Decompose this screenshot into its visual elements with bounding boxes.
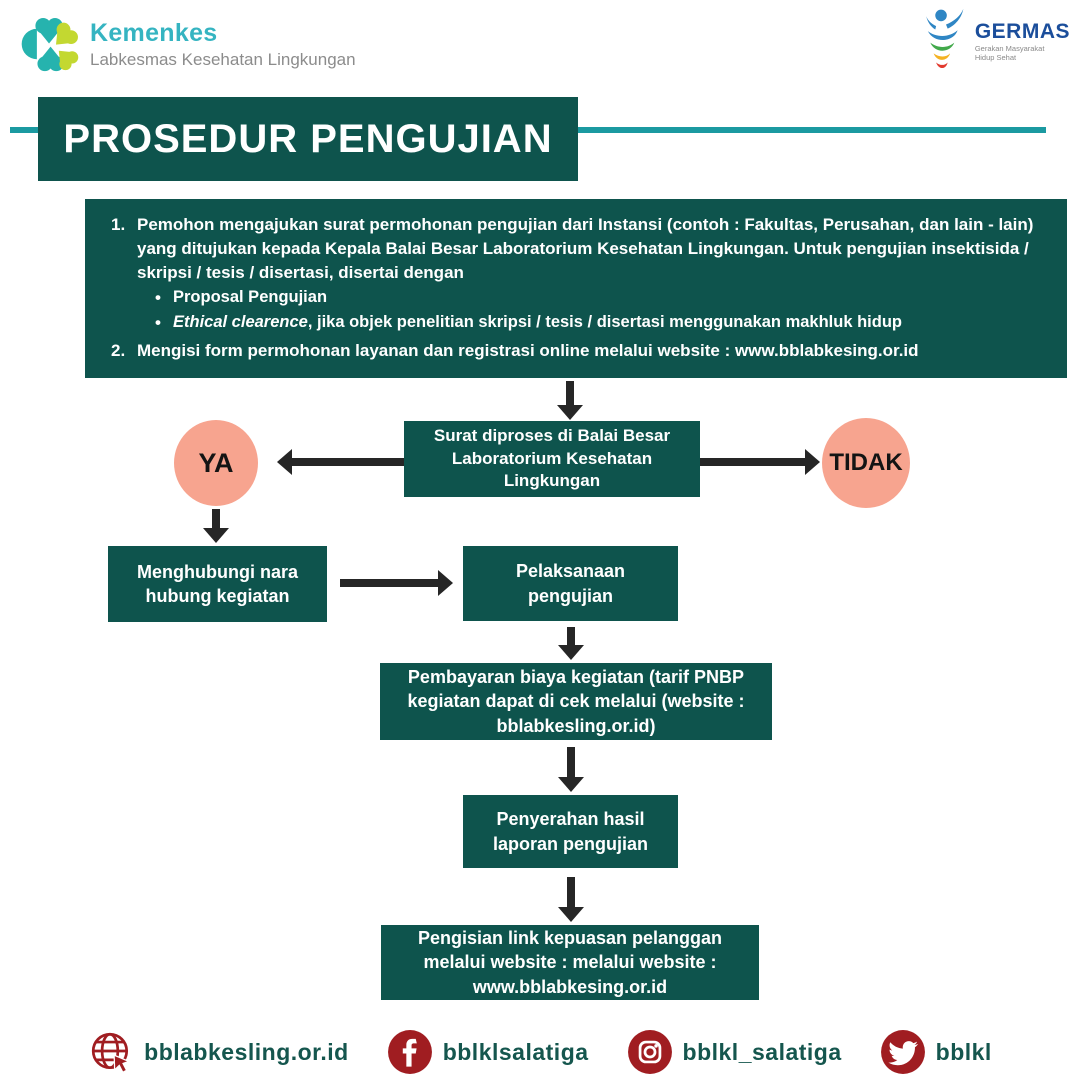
- instagram-icon: [627, 1029, 673, 1075]
- germas-tagline-1: Gerakan Masyarakat: [974, 43, 1045, 53]
- decision-box: Surat diproses di Balai Besar Laboratorium Kesehatan Lingkungan: [404, 421, 700, 497]
- instagram-item: [627, 1029, 842, 1075]
- bullet-marker: •: [155, 312, 161, 332]
- procedure-item-2-text: Mengisi form permohonan layanan dan registrasi online melalui website : www.bblabkesing.or.id: [137, 340, 919, 360]
- bullet-2-italic: Ethical clearence: [173, 312, 308, 331]
- bullet-2-rest: , jika objek penelitian skripsi / tesis / disertasi menggunakan makhluk hidup: [307, 312, 903, 331]
- kemenkes-subtitle: Labkesmas Kesehatan Lingkungan: [90, 49, 356, 69]
- feedback-box: Pengisian link kepuasan pelanggan melalui website : melalui website : www.bblabkesing.or.id: [381, 925, 759, 1000]
- arrow-payment-to-handover: [567, 747, 575, 777]
- title-banner: [38, 97, 578, 181]
- footer-social-bar: [0, 1024, 1080, 1080]
- facebook-item: [387, 1029, 589, 1075]
- facebook-icon: [387, 1029, 433, 1075]
- arrow-contact-to-execution: [340, 579, 438, 587]
- item-number: 1.: [111, 215, 126, 234]
- handover-box: Penyerahan hasil laporan pengujian: [463, 795, 678, 868]
- bullet-marker: •: [155, 288, 161, 308]
- contact-box: Menghubungi nara hubung kegiatan: [108, 546, 327, 622]
- bullet-2-text: [173, 311, 1041, 335]
- yes-node: YA: [174, 420, 258, 506]
- globe-cursor-icon: [88, 1029, 134, 1075]
- arrow-execution-to-payment: [567, 627, 575, 645]
- arrow-decision-to-yes: [292, 458, 404, 466]
- germas-logo: [920, 8, 1070, 74]
- procedure-item-1-text: Pemohon mengajukan surat permohonan pengujian dari Instansi (contoh : Fakultas, Perusahan, dan lain - lain) yang ditujukan kepada Kepala Balai Besar Laboratorium Kesehatan Lingkungan. Untuk pengujian insektisida / skripsi / tesis / disertasi, disertai dengan: [137, 215, 1034, 283]
- procedure-item-1: [111, 213, 1041, 285]
- procedure-box: [85, 199, 1067, 378]
- instagram-label: bblkl_salatiga: [682, 1038, 842, 1065]
- germas-figure-icon: [920, 8, 972, 74]
- arrow-decision-to-no: [700, 458, 805, 466]
- twitter-item: [880, 1029, 992, 1075]
- arrow-handover-to-feedback: [567, 877, 575, 907]
- page-title: PROSEDUR PENGUJIAN: [63, 116, 553, 161]
- kemenkes-logo: [8, 6, 356, 82]
- execution-box: Pelaksanaan pengujian: [463, 546, 678, 621]
- bullet-1-text: Proposal Pengujian: [173, 288, 328, 307]
- twitter-label: bblkl: [935, 1038, 992, 1065]
- procedure-item-2: [111, 339, 1041, 363]
- item-number: 2.: [111, 340, 126, 360]
- germas-tagline-2: Hidup Sehat: [974, 53, 1017, 62]
- bullet-item-1: [155, 286, 1041, 310]
- no-node: TIDAK: [822, 418, 910, 508]
- bullet-item-2: [155, 311, 1041, 335]
- kemenkes-title: Kemenkes: [90, 18, 218, 47]
- website-item: [88, 1029, 349, 1075]
- twitter-icon: [880, 1029, 926, 1075]
- website-label: bblabkesling.or.id: [144, 1038, 349, 1065]
- arrow-procedure-to-decision: [566, 381, 574, 405]
- facebook-label: bblklsalatiga: [442, 1038, 589, 1065]
- arrow-yes-to-contact: [212, 509, 220, 528]
- germas-title: GERMAS: [974, 19, 1070, 43]
- kemenkes-clover-icon: [8, 6, 84, 82]
- payment-box: Pembayaran biaya kegiatan (tarif PNBP kegiatan dapat di cek melalui (website : bblabkesling.or.id): [380, 663, 772, 740]
